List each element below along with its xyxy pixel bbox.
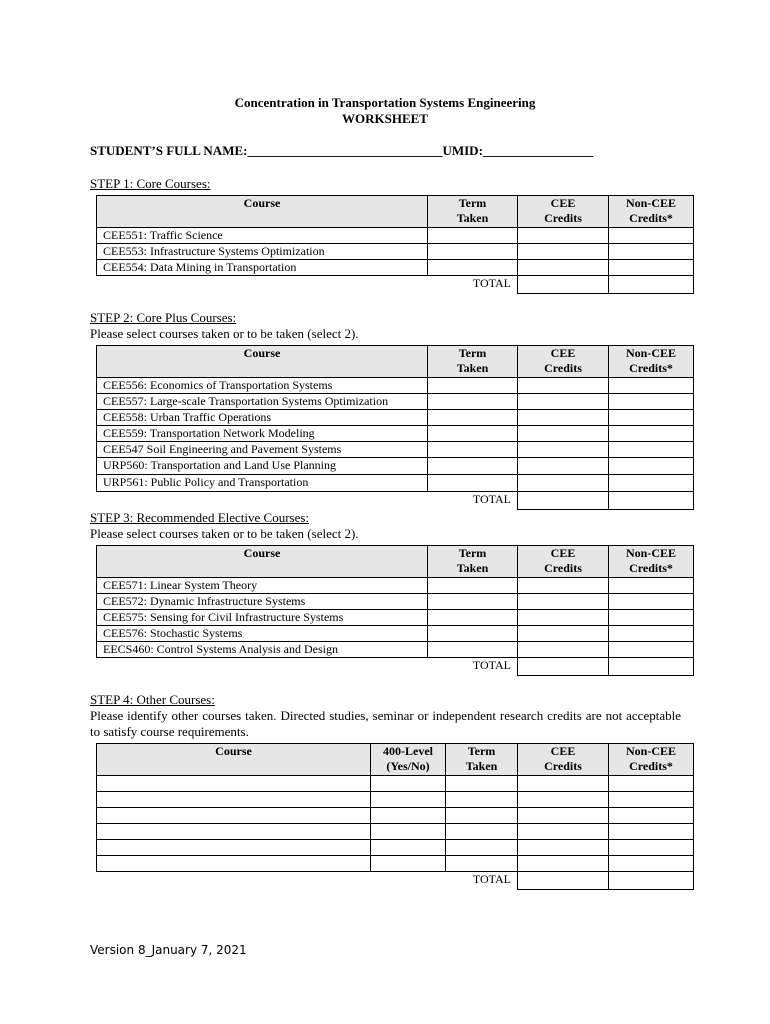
non-cee-credits-cell[interactable] [609, 642, 694, 658]
course-header: Course [97, 546, 428, 578]
course-header: Course [97, 196, 428, 228]
non-cee-credits-cell[interactable] [609, 856, 694, 872]
non-cee-credits-cell[interactable] [609, 626, 694, 642]
worksheet-subtitle: WORKSHEET [342, 111, 428, 126]
cee-credits-cell[interactable] [518, 228, 609, 244]
table-row [97, 228, 694, 244]
total-row [97, 492, 694, 510]
total-row [97, 658, 694, 676]
total-row [97, 872, 694, 890]
total-label: TOTAL [472, 658, 511, 672]
400-level-cell[interactable] [371, 808, 446, 824]
table-row [97, 840, 694, 856]
course-name: CEE571: Linear System Theory [97, 578, 428, 594]
non-cee-credits-cell[interactable] [609, 410, 694, 426]
term-taken-cell[interactable] [428, 475, 518, 492]
total-row [97, 276, 694, 294]
course-name: CEE554: Data Mining in Transportation [97, 260, 428, 276]
table-row [97, 824, 694, 840]
table-row [97, 426, 694, 442]
step3-instruction: Please select courses taken or to be taken (select 2). [90, 526, 359, 541]
term-taken-cell[interactable] [428, 426, 518, 442]
cee-credits-cell[interactable] [518, 578, 609, 594]
course-name: CEE559: Transportation Network Modeling [97, 426, 428, 442]
cee-credits-cell[interactable] [518, 856, 609, 872]
course-name: CEE575: Sensing for Civil Infrastructure Systems [97, 610, 428, 626]
step2-table [96, 345, 694, 510]
term-taken-cell[interactable] [428, 626, 518, 642]
cee-credits-cell[interactable] [518, 792, 609, 808]
table-row [97, 808, 694, 824]
umid-field[interactable]: _________________ [482, 143, 594, 158]
400-level-cell[interactable] [371, 840, 446, 856]
term-taken-cell[interactable] [446, 792, 518, 808]
course-header: Course [97, 346, 428, 378]
term-taken-header: Term Taken [428, 346, 518, 378]
non-cee-credits-cell[interactable] [609, 594, 694, 610]
cee-credits-cell[interactable] [518, 808, 609, 824]
course-name: CEE572: Dynamic Infrastructure Systems [97, 594, 428, 610]
non-cee-credits-cell[interactable] [609, 776, 694, 792]
non-cee-credits-cell[interactable] [609, 475, 694, 492]
non-cee-credits-cell[interactable] [609, 808, 694, 824]
cee-total-cell[interactable] [518, 492, 609, 510]
course-name: URP560: Transportation and Land Use Planning [97, 458, 428, 475]
step2-instruction: Please select courses taken or to be taken (select 2). [90, 326, 359, 341]
course-cell[interactable] [97, 776, 371, 792]
non-cee-credits-header: Non-CEE Credits* [609, 744, 694, 776]
cee-credits-cell[interactable] [518, 776, 609, 792]
total-label: TOTAL [472, 276, 511, 290]
cee-credits-cell[interactable] [518, 458, 609, 475]
course-name: URP561: Public Policy and Transportation [97, 475, 428, 492]
student-name-label: STUDENT’S FULL NAME: [90, 143, 248, 158]
non-cee-credits-cell[interactable] [609, 378, 694, 394]
table-row [97, 442, 694, 458]
term-taken-cell[interactable] [446, 856, 518, 872]
cee-total-cell[interactable] [518, 872, 609, 890]
non-cee-credits-cell[interactable] [609, 394, 694, 410]
cee-credits-cell[interactable] [518, 840, 609, 856]
table-row [97, 260, 694, 276]
course-name: CEE576: Stochastic Systems [97, 626, 428, 642]
non-cee-total-cell[interactable] [609, 492, 694, 510]
course-cell[interactable] [97, 856, 371, 872]
course-cell[interactable] [97, 824, 371, 840]
term-taken-cell[interactable] [446, 840, 518, 856]
term-taken-header: Term Taken [428, 546, 518, 578]
term-taken-cell[interactable] [428, 578, 518, 594]
cee-total-cell[interactable] [518, 276, 609, 294]
step1-heading: STEP 1: Core Courses: [90, 176, 211, 191]
non-cee-total-cell[interactable] [609, 276, 694, 294]
table-row [97, 610, 694, 626]
non-cee-credits-cell[interactable] [609, 442, 694, 458]
table-row [97, 378, 694, 394]
course-name: CEE557: Large-scale Transportation Systems Optimization [97, 394, 428, 410]
cee-credits-cell[interactable] [518, 394, 609, 410]
non-cee-credits-header: Non-CEE Credits* [609, 196, 694, 228]
term-taken-cell[interactable] [446, 808, 518, 824]
step4-instruction: Please identify other courses taken. Directed studies, seminar or independent research credits are not acceptable to satisfy course requirements. [90, 708, 681, 739]
non-cee-credits-cell[interactable] [609, 840, 694, 856]
term-taken-cell[interactable] [446, 824, 518, 840]
non-cee-credits-cell[interactable] [609, 610, 694, 626]
table-row [97, 792, 694, 808]
cee-credits-cell[interactable] [518, 626, 609, 642]
term-taken-header: Term Taken [428, 196, 518, 228]
table-row [97, 626, 694, 642]
course-name: CEE556: Economics of Transportation Systems [97, 378, 428, 394]
cee-credits-header: CEE Credits [518, 196, 609, 228]
course-name: CEE558: Urban Traffic Operations [97, 410, 428, 426]
cee-credits-cell[interactable] [518, 594, 609, 610]
term-taken-cell[interactable] [446, 776, 518, 792]
course-name: CEE553: Infrastructure Systems Optimization [97, 244, 428, 260]
term-taken-cell[interactable] [428, 410, 518, 426]
cee-credits-header: CEE Credits [518, 546, 609, 578]
term-taken-cell[interactable] [428, 610, 518, 626]
step4-table [96, 743, 694, 890]
step2-heading: STEP 2: Core Plus Courses: [90, 310, 237, 325]
step3-heading: STEP 3: Recommended Elective Courses: [90, 510, 310, 525]
400-level-cell[interactable] [371, 776, 446, 792]
non-cee-credits-cell[interactable] [609, 228, 694, 244]
non-cee-credits-cell[interactable] [609, 244, 694, 260]
student-name-field[interactable]: ______________________________ [247, 143, 443, 158]
total-label: TOTAL [472, 492, 511, 506]
cee-total-cell[interactable] [518, 658, 609, 676]
400-level-cell[interactable] [371, 824, 446, 840]
non-cee-credits-cell[interactable] [609, 458, 694, 475]
400-level-cell[interactable] [371, 792, 446, 808]
term-taken-cell[interactable] [428, 228, 518, 244]
course-name: CEE547 Soil Engineering and Pavement Systems [97, 442, 428, 458]
non-cee-credits-cell[interactable] [609, 792, 694, 808]
table-row [97, 394, 694, 410]
step1-table [96, 195, 694, 294]
table-row [97, 458, 694, 475]
400-level-cell[interactable] [371, 856, 446, 872]
non-cee-credits-cell[interactable] [609, 824, 694, 840]
table-row [97, 856, 694, 872]
term-taken-cell[interactable] [428, 442, 518, 458]
cee-credits-cell[interactable] [518, 426, 609, 442]
total-label: TOTAL [472, 872, 511, 886]
step4-heading: STEP 4: Other Courses: [90, 692, 215, 707]
student-info-line[interactable] [90, 143, 593, 159]
term-taken-cell[interactable] [428, 244, 518, 260]
cee-credits-cell[interactable] [518, 475, 609, 492]
non-cee-credits-header: Non-CEE Credits* [609, 346, 694, 378]
table-row [97, 578, 694, 594]
course-cell[interactable] [97, 808, 371, 824]
table-row [97, 776, 694, 792]
term-taken-cell[interactable] [428, 642, 518, 658]
course-header: Course [97, 744, 371, 776]
term-taken-cell[interactable] [428, 394, 518, 410]
cee-credits-cell[interactable] [518, 642, 609, 658]
non-cee-total-cell[interactable] [609, 658, 694, 676]
umid-label: UMID: [442, 143, 483, 158]
term-taken-cell[interactable] [428, 378, 518, 394]
non-cee-credits-cell[interactable] [609, 426, 694, 442]
table-row [97, 244, 694, 260]
cee-credits-cell[interactable] [518, 378, 609, 394]
table-row [97, 642, 694, 658]
non-cee-credits-cell[interactable] [609, 260, 694, 276]
term-taken-cell[interactable] [428, 260, 518, 276]
400-level-header: 400-Level (Yes/No) [371, 744, 446, 776]
cee-credits-cell[interactable] [518, 244, 609, 260]
non-cee-credits-header: Non-CEE Credits* [609, 546, 694, 578]
term-taken-cell[interactable] [428, 458, 518, 475]
cee-credits-header: CEE Credits [518, 744, 609, 776]
worksheet-title: Concentration in Transportation Systems Engineering [234, 95, 536, 110]
course-cell[interactable] [97, 840, 371, 856]
version-footer: Version 8_January 7, 2021 [90, 943, 247, 957]
cee-credits-cell[interactable] [518, 410, 609, 426]
term-taken-cell[interactable] [428, 594, 518, 610]
course-cell[interactable] [97, 792, 371, 808]
cee-credits-cell[interactable] [518, 260, 609, 276]
cee-credits-cell[interactable] [518, 824, 609, 840]
table-row [97, 410, 694, 426]
step3-table [96, 545, 694, 676]
course-name: EECS460: Control Systems Analysis and Design [97, 642, 428, 658]
cee-credits-cell[interactable] [518, 442, 609, 458]
cee-credits-cell[interactable] [518, 610, 609, 626]
non-cee-credits-cell[interactable] [609, 578, 694, 594]
cee-credits-header: CEE Credits [518, 346, 609, 378]
table-row [97, 475, 694, 492]
course-name: CEE551: Traffic Science [97, 228, 428, 244]
non-cee-total-cell[interactable] [609, 872, 694, 890]
table-row [97, 594, 694, 610]
term-taken-header: Term Taken [446, 744, 518, 776]
